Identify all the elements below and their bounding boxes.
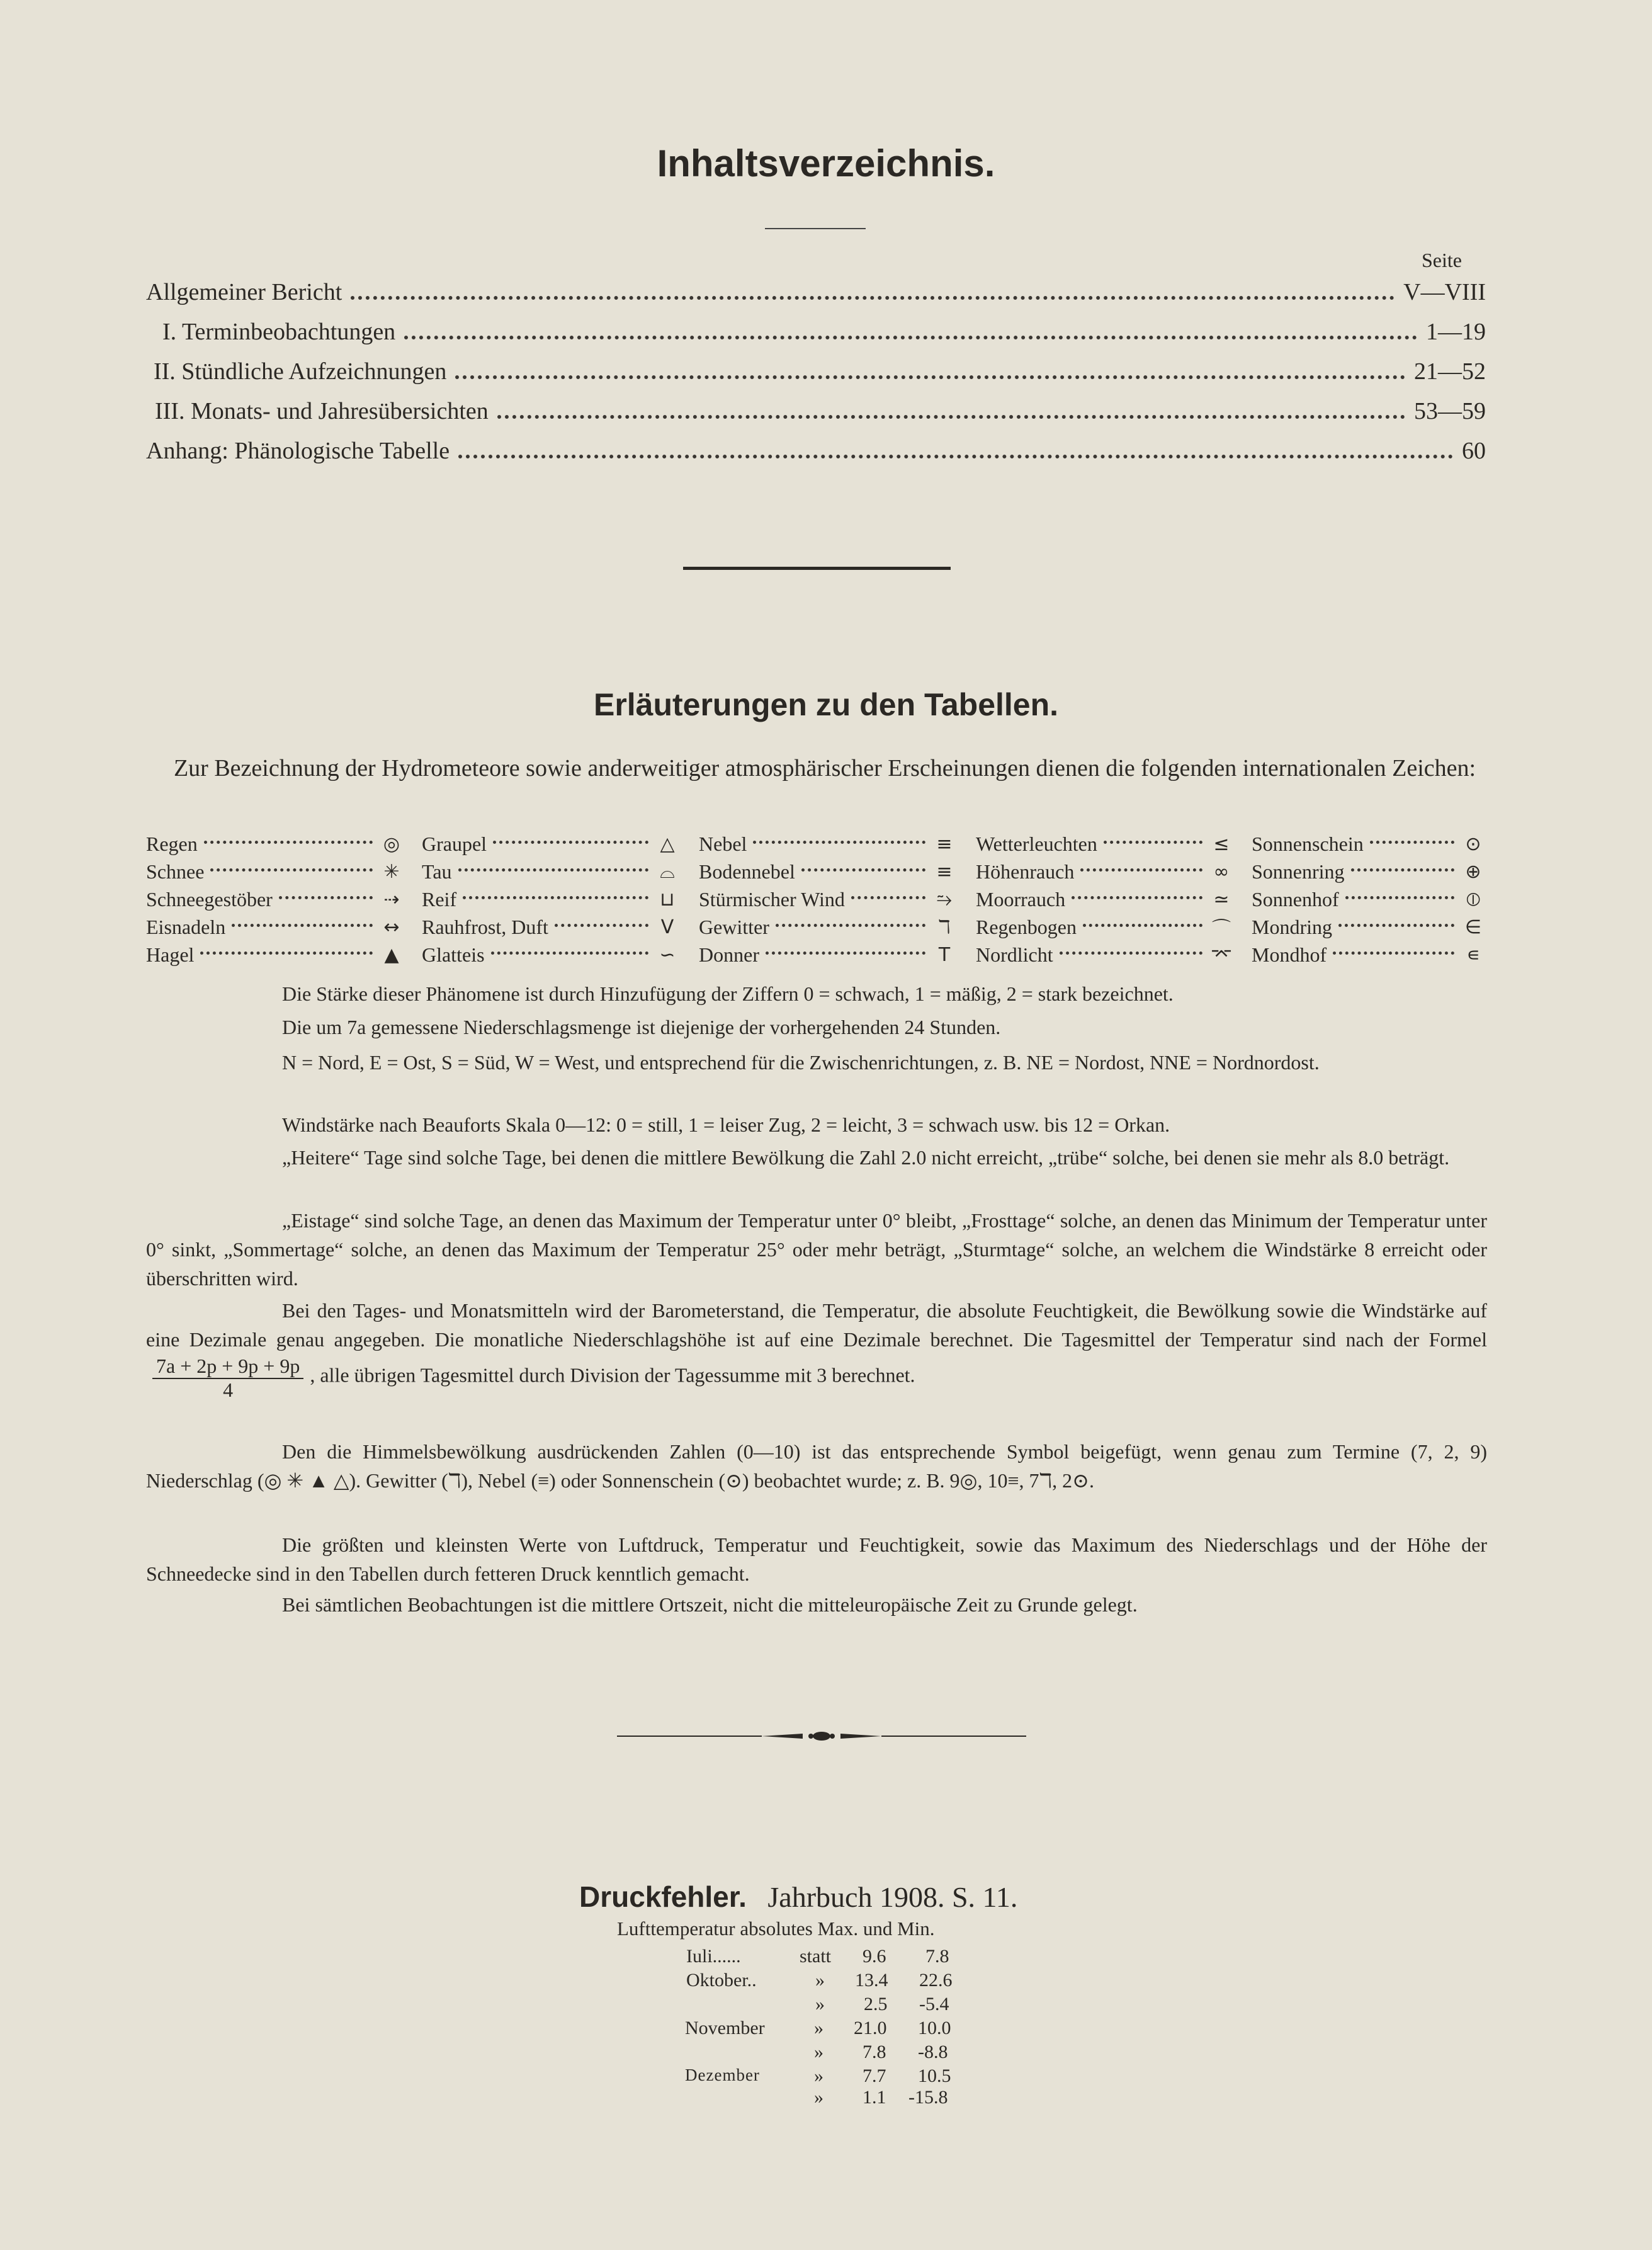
toc-leader [351, 296, 1395, 300]
errata-min: 10.0 [918, 2018, 951, 2038]
graupel-symbol-icon: △ [660, 832, 675, 855]
errata-month: Oktober.. [686, 1970, 757, 1991]
dry-haze-symbol-icon: ∞ [1213, 860, 1230, 883]
symbol-name: Sonnenschein [1252, 832, 1364, 855]
errata-month: Dezember [685, 2065, 760, 2084]
toc-page-column-label: Seite [1422, 249, 1462, 271]
toc-entry-label: I. Terminbeobachtungen [162, 319, 396, 345]
formula-denominator: 4 [223, 1378, 234, 1401]
errata-row [686, 1994, 1001, 2016]
symbol-entry [422, 858, 680, 885]
errata-mark: » [814, 2087, 823, 2108]
toc-row [146, 271, 1486, 306]
explanation-paragraph: Die größten und kleinsten Werte von Luftdruck, Temperatur und Feuchtigkeit, sowie das Maximum des Niederschlags und der Höhe der Schneedecke sind in den Tabellen durch fetteren Druck kenntlich gemacht. [146, 1533, 1487, 1585]
symbol-entry [422, 913, 680, 941]
explanation-paragraph: Bei sämtlichen Beobachtungen ist die mittlere Ortszeit, nicht die mitteleuropäische Zeit zu Grunde gelegt. [282, 1593, 1138, 1616]
thunder-symbol-icon: T [938, 943, 951, 966]
explanation-paragraph: Windstärke nach Beauforts Skala 0—12: 0 = still, 1 = leiser Zug, 2 = leicht, 3 = schwach usw. bis 12 = Orkan. [282, 1113, 1170, 1136]
symbol-name: Glatteis [422, 943, 485, 966]
symbol-entry [146, 941, 404, 969]
symbol-column [699, 830, 957, 969]
solar-halo-symbol-icon: ⦶ [1466, 888, 1480, 911]
snow-symbol-icon: ✳ [383, 860, 400, 883]
snowdrift-symbol-icon: ⇢ [383, 888, 400, 911]
errata-max: 7.7 [863, 2065, 886, 2086]
symbol-entry [146, 913, 404, 941]
symbol-entry [146, 830, 404, 858]
toc-entry-pages: 60 [1462, 438, 1486, 464]
symbol-entry [976, 913, 1234, 941]
symbol-entry [422, 885, 680, 913]
errata-max: 21.0 [854, 2018, 887, 2038]
symbol-column [1252, 830, 1486, 969]
toc-entry-label: Allgemeiner Bericht [146, 279, 342, 305]
symbol-name: Graupel [422, 832, 487, 855]
symbol-entry [1252, 858, 1486, 885]
formula-numerator: 7a + 2p + 9p + 9p [152, 1354, 303, 1379]
toc-leader [458, 455, 1453, 458]
symbol-entry [146, 885, 404, 913]
explanation-paragraph: N = Nord, E = Ost, S = Süd, W = West, und entsprechend für die Zwischenrichtungen, z. B. NE = Nordost, NNE = Nordnordost. [282, 1051, 1320, 1074]
symbol-name: Bodennebel [699, 860, 795, 883]
rainbow-symbol-icon: ⌒ [1212, 918, 1231, 940]
symbol-entry [976, 941, 1234, 969]
glaze-symbol-icon: ∽ [659, 943, 676, 966]
toc-entry-pages: V—VIII [1403, 279, 1486, 305]
ornament-divider [617, 1727, 1026, 1746]
errata-mark: » [814, 2042, 823, 2062]
symbol-name: Nordlicht [976, 943, 1053, 966]
errata-mark: » [814, 2018, 823, 2038]
symbol-name: Sonnenhof [1252, 887, 1339, 911]
explanations-intro: Zur Bezeichnung der Hydrometeore sowie anderweitiger atmosphärischer Erscheinungen dienen die folgenden internationalen Zeichen: [173, 755, 1476, 781]
symbol-entry [1252, 941, 1486, 969]
symbol-entry [1252, 830, 1486, 858]
toc-entry-label: II. Stündliche Aufzeichnungen [154, 358, 447, 385]
toc-entry-pages: 1—19 [1426, 319, 1486, 345]
symbol-name: Mondring [1252, 915, 1332, 938]
symbol-name: Nebel [699, 832, 747, 855]
errata-row [686, 1970, 1001, 1992]
explanation-paragraph: Den die Himmelsbewölkung ausdrückenden Zahlen (0—10) ist das entsprechende Symbol beigefügt, wenn genau zum Termine (7, 2, 9) Niederschlag (◎ ✳ ▲ △). Gewitter (ℸ), Nebel (≡) oder Sonnenschein (⊙) beobachtet wurde; z. B. 9◎, 10≡, 7ℸ, 2⊙. [146, 1440, 1487, 1492]
errata-max: 13.4 [855, 1970, 888, 1991]
errata-row [686, 1946, 1001, 1969]
sunshine-symbol-icon: ⊙ [1465, 832, 1481, 855]
symbol-entry [976, 830, 1234, 858]
ice-needles-symbol-icon: ↔ [383, 916, 400, 938]
errata-row [685, 2087, 1000, 2110]
symbol-entry [422, 830, 680, 858]
aurora-symbol-icon: ⌤ [1210, 943, 1233, 966]
explanations-title: Erläuterungen zu den Tabellen. [593, 687, 1059, 722]
dew-symbol-icon: ⌓ [660, 860, 675, 883]
symbol-name: Regenbogen [976, 915, 1077, 938]
errata-min: -8.8 [918, 2042, 948, 2062]
symbol-name: Wetterleuchten [976, 832, 1097, 855]
errata-mark: » [815, 1970, 825, 1991]
symbol-entry [699, 830, 957, 858]
symbol-name: Sonnenring [1252, 860, 1345, 883]
errata-row [685, 2018, 1000, 2040]
symbol-name: Moorrauch [976, 887, 1066, 911]
ground-fog-symbol-icon: ≡ [936, 860, 953, 883]
solar-corona-symbol-icon: ⊕ [1465, 860, 1481, 883]
hail-symbol-icon: ▲ [384, 943, 399, 966]
symbol-entry [976, 858, 1234, 885]
symbol-name: Donner [699, 943, 759, 966]
errata-title: Druckfehler. [579, 1880, 747, 1913]
symbol-name: Stürmischer Wind [699, 887, 845, 911]
lunar-halo-symbol-icon: ∊ [1466, 943, 1480, 966]
errata-mark: » [814, 2065, 823, 2086]
errata-row [685, 2042, 1000, 2064]
toc-row [146, 350, 1486, 385]
symbol-entry [1252, 885, 1486, 913]
symbol-name: Schnee [146, 860, 205, 883]
errata-mark: » [815, 1994, 825, 2014]
symbol-name: Eisnadeln [146, 915, 226, 938]
errata-month: Iuli...... [686, 1946, 741, 1967]
toc-entry-label: III. Monats- und Jahresübersichten [155, 398, 489, 424]
explanation-paragraph: „Heitere“ Tage sind solche Tage, bei denen die mittlere Bewölkung die Zahl 2.0 nicht erreicht, „trübe“ solche, bei denen sie mehr als 8.0 beträgt. [282, 1146, 1450, 1169]
errata-mark: statt [800, 1946, 831, 1967]
symbol-name: Tau [422, 860, 452, 883]
errata-row [685, 2065, 1000, 2088]
toc-leader [404, 336, 1417, 339]
toc-row [146, 429, 1486, 465]
explanation-paragraph: Die Stärke dieser Phänomene ist durch Hinzufügung der Ziffern 0 = schwach, 1 = mäßig, 2 = stark bezeichnet. [282, 982, 1174, 1005]
daily-mean-formula [152, 1354, 303, 1401]
explanation-paragraph-formula: Bei den Tages- und Monatsmitteln wird der Barometerstand, die Temperatur, die absolute Feuchtigkeit, die Bewölkung sowie die Windstärke auf eine Dezimale genau angegeben. Die monatliche Niederschlagshöhe ist auf eine Dezimale berechnet. Die Tagesmittel der Temperatur sind nach der Formel $\frac{7a + 2p + 9p + 9p}{4}$ , alle übrigen Tagesmittel durch Division der Tagessumme mit 3 berechnet. [146, 1299, 1487, 1401]
symbol-name: Regen [146, 832, 198, 855]
toc-title: Inhaltsverzeichnis. [657, 142, 995, 185]
rime-symbol-icon: V [660, 916, 674, 938]
errata-max: 9.6 [863, 1946, 886, 1967]
symbol-entry [976, 885, 1234, 913]
explanation-paragraph: „Eistage“ sind solche Tage, an denen das Maximum der Temperatur unter 0° bleibt, „Frosttage“ solche, an denen das Minimum der Temperatur unter 0° sinkt, „Sommertage“ solche, an denen das Maximum der Temperatur 25° oder mehr beträgt, „Sturmtage“ solche, an welchem die Windstärke 8 erreicht oder überschritten wird. [146, 1209, 1487, 1290]
errata-min: 22.6 [919, 1970, 953, 1991]
toc-entry-pages: 21—52 [1414, 358, 1486, 385]
errata-min: -5.4 [919, 1994, 949, 2014]
fog-symbol-icon: ≡ [936, 832, 953, 855]
symbol-entry [699, 858, 957, 885]
symbol-entry [699, 885, 957, 913]
symbol-name: Hagel [146, 943, 195, 966]
symbol-column [146, 830, 404, 969]
symbol-name: Reif [422, 887, 457, 911]
toc-entry-label: Anhang: Phänologische Tabelle [146, 438, 450, 464]
symbol-entry [422, 941, 680, 969]
toc-title-rule [765, 228, 866, 229]
rain-symbol-icon: ◎ [383, 832, 400, 855]
symbol-name: Gewitter [699, 915, 769, 938]
errata-max: 2.5 [864, 1994, 888, 2014]
symbol-name: Schneegestöber [146, 887, 273, 911]
errata-min: 7.8 [925, 1946, 949, 1967]
errata-min: 10.5 [918, 2065, 951, 2086]
errata-heading [579, 1880, 1017, 1914]
toc-leader [497, 415, 1405, 419]
symbol-name: Mondhof [1252, 943, 1327, 966]
symbol-column [976, 830, 1234, 969]
toc-entry-pages: 53—59 [1414, 398, 1486, 424]
symbol-name: Höhenrauch [976, 860, 1075, 883]
errata-max: 1.1 [863, 2087, 886, 2108]
errata-month: November [685, 2018, 765, 2038]
explanation-paragraph: Die um 7a gemessene Niederschlagsmenge ist diejenige der vorhergehenden 24 Stunden. [282, 1016, 1001, 1038]
symbol-column [422, 830, 680, 969]
toc-leader [455, 375, 1405, 379]
symbol-name: Rauhfrost, Duft [422, 915, 548, 938]
toc-row [146, 390, 1486, 425]
sheet-lightning-symbol-icon: ≤ [1213, 832, 1230, 855]
lunar-corona-symbol-icon: ∈ [1464, 916, 1482, 938]
stormy-wind-symbol-icon: ⥲ [937, 888, 952, 911]
errata-subtitle: Lufttemperatur absolutes Max. und Min. [617, 1918, 935, 1940]
symbol-entry [699, 941, 957, 969]
moor-smoke-symbol-icon: ≃ [1213, 888, 1230, 911]
toc-row [146, 310, 1486, 346]
errata-max: 7.8 [863, 2042, 886, 2062]
errata-reference: Jahrbuch 1908. S. 11. [767, 1881, 1018, 1913]
symbol-entry [1252, 913, 1486, 941]
symbol-entry [146, 858, 404, 885]
symbol-entry [699, 913, 957, 941]
errata-min: -15.8 [908, 2087, 948, 2108]
thunderstorm-symbol-icon: ℸ [938, 916, 951, 938]
frost-symbol-icon: ⊔ [660, 888, 675, 911]
section-divider [683, 567, 951, 570]
